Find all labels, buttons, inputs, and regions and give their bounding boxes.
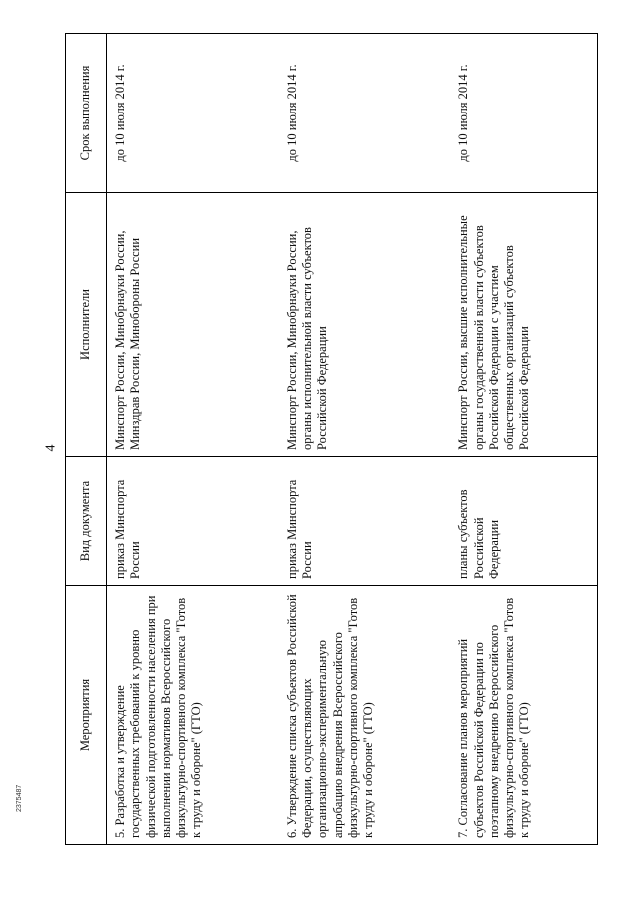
cell-doc-type: планы субъектов Российской Федерации: [450, 457, 597, 586]
header-executors: Исполнители: [66, 193, 107, 457]
measures-table: [65, 33, 598, 845]
cell-deadline: до 10 июля 2014 г.: [279, 34, 451, 193]
footer-code: 2375487: [16, 784, 23, 812]
cell-measure: 7. Согласование планов мероприятий субъектов Российской Федерации по поэтапному внедрению Всероссийского физкультурно-спортивного комплекса "Готов к труду и обороне" (ГТО): [450, 586, 597, 845]
cell-measure: 5. Разработка и утверждение государственных требований к уровню физической подготовленности населения при выполнении нормативов Всероссийского физкультурно-спортивного комплекса "Готов к труду и обороне" (ГТО): [107, 586, 279, 845]
header-doc-type: Вид документа: [66, 457, 107, 586]
rotated-table-container: [65, 64, 598, 845]
cell-deadline: до 10 июля 2014 г.: [450, 34, 597, 193]
cell-executors: Минспорт России, Минобрнауки России, Минздрав России, Минобороны России: [107, 193, 279, 457]
cell-doc-type: приказ Минспорта России: [279, 457, 451, 586]
table-row: [450, 34, 597, 845]
cell-measure: 6. Утверждение списка субъектов Российской Федерации, осуществляющих организационно-экспериментальную апробацию внедрения Всероссийского физкультурно-спортивного комплекса "Готов к труду и обороне" (ГТО): [279, 586, 451, 845]
table-row: [107, 34, 279, 845]
header-measures: Мероприятия: [66, 586, 107, 845]
cell-deadline: до 10 июля 2014 г.: [107, 34, 279, 193]
page-number: 4: [43, 444, 59, 452]
table-row: [279, 34, 451, 845]
header-deadline: Срок выполнения: [66, 34, 107, 193]
cell-doc-type: приказ Минспорта России: [107, 457, 279, 586]
cell-executors: Минспорт России, Минобрнауки России, органы исполнительной власти субъектов Российской Федерации: [279, 193, 451, 457]
table-header-row: [66, 34, 107, 845]
cell-executors: Минспорт России, высшие исполнительные органы государственной власти субъектов Российской Федерации с участием общественных организаций субъектов Российской Федерации: [450, 193, 597, 457]
